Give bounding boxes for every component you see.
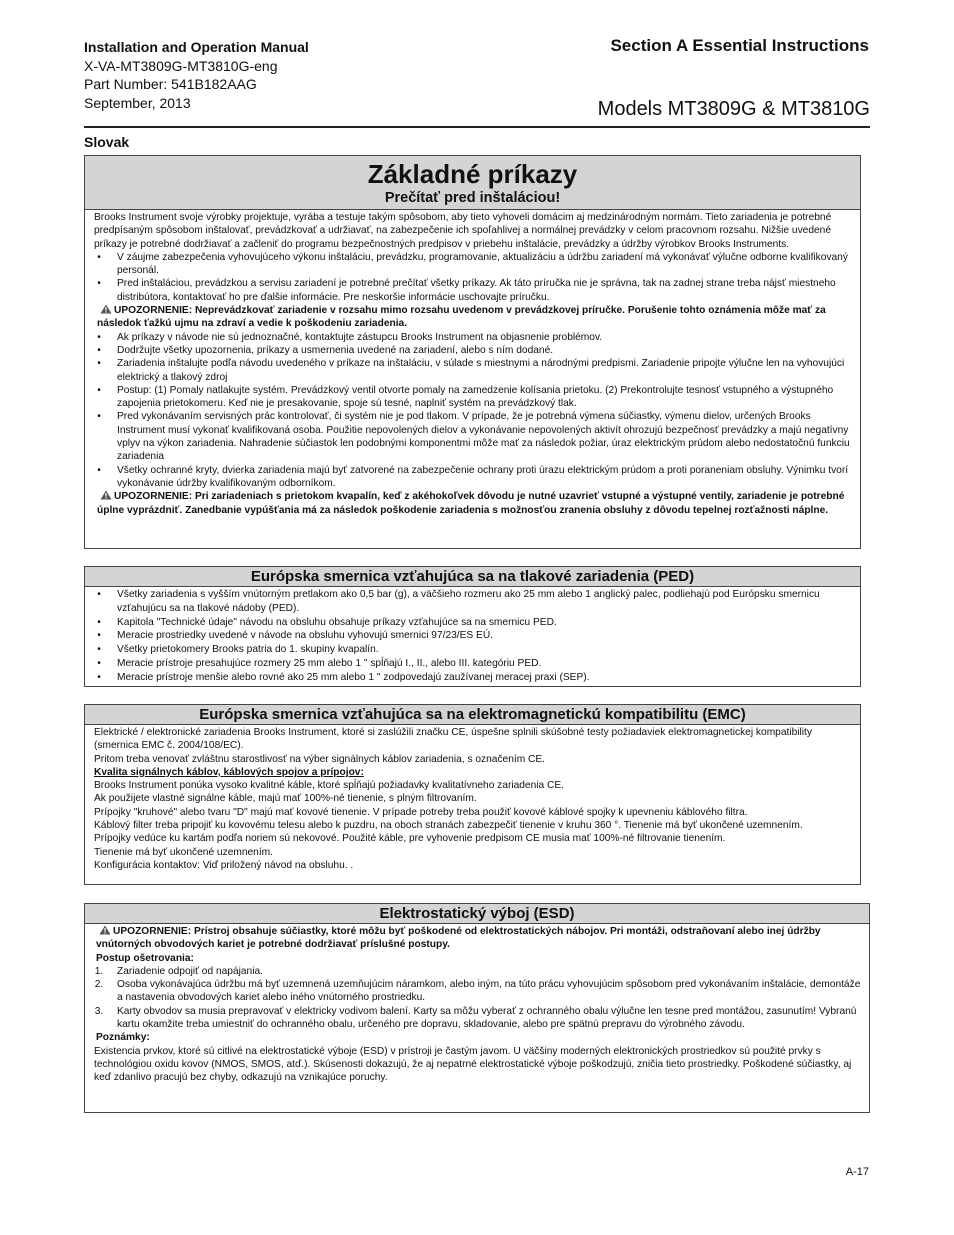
emc-paragraph: Brooks Instrument ponúka vysoko kvalitné káble, ktoré spĺňajú požiadavky kvalitatívneho zariadenia CE.: [94, 780, 565, 792]
emc-paragraph: Ak použijete vlastné signálne káble, majú mať 100%-né tienenie, s plným filtrovaním.: [94, 793, 477, 805]
doc-id: X-VA-MT3809G-MT3810G-eng: [84, 57, 278, 74]
step-number: 1.: [94, 965, 104, 977]
bullet-marker: •: [97, 671, 101, 683]
ped-header: [85, 567, 860, 587]
list-item-text: Pred inštaláciou, prevádzkou a servisu zariadení je potrebné prečítať všetky príkazy. Ak táto príručka nie je správna, tak na zadnej strane treba nájsť miestneho distribútora, kontaktovať ho pre ďalšie informácie. Pre neskoršie informácie uschovajte príručku.: [117, 278, 836, 303]
bullet-marker: •: [97, 278, 101, 290]
warning-triangle-icon: [100, 304, 112, 314]
ped-box: [84, 566, 861, 687]
essential-instructions-subtitle: Prečítať pred inštaláciou!: [384, 190, 561, 206]
bullet-marker: •: [97, 589, 101, 600]
esd-title: Elektrostatický výboj (ESD): [379, 905, 575, 922]
list-item-text: Kapitola "Technické údaje" návodu na obsluhu obsahuje príkazy vzťahujúce sa na smernicu PED.: [117, 616, 557, 628]
list-item: [94, 357, 854, 384]
essential-instructions-box: [84, 155, 861, 549]
list-item-text: Dodržujte všetky upozornenia, príkazy a usmernenia uvedené na zariadení, alebo s ním dodané.: [117, 344, 554, 356]
models-title: Models MT3809G & MT3810G: [597, 98, 870, 120]
warning-notice: [94, 925, 863, 952]
list-item-text: Všetky prietokomery Brooks patria do 1. skupiny kvapalín.: [117, 644, 379, 656]
ped-body: [85, 587, 860, 687]
list-item-text: Meracie prostriedky uvedené v návode na obsluhu vyhovujú smernici 97/23/ES EÚ.: [117, 630, 494, 642]
header-divider: [84, 126, 870, 128]
warning-triangle-icon: [99, 925, 111, 935]
bullet-marker: •: [97, 411, 101, 423]
emc-subheading: Kvalita signálnych káblov, káblových spojov a prípojov:: [94, 766, 364, 778]
part-number: Part Number: 541B182AAG: [84, 76, 257, 92]
notes-label: Poznámky:: [96, 1032, 150, 1044]
warning-text: UPOZORNENIE: Prístroj obsahuje súčiastky, ktoré môžu byť poškodené od elektrostatických nábojov. Pri montáži, odstraňovaní alebo inej údržby vnútorných obvodových kariet je potrebné dodržiavať príslušné postupy.: [96, 926, 821, 951]
warning-triangle-icon: [100, 490, 112, 500]
doc-date: September, 2013: [84, 94, 191, 111]
bullet-marker: •: [97, 657, 101, 669]
list-item-text: Osoba vykonávajúca údržbu má byť uzemnená uzemňujúcim náramkom, alebo iným, na túto prácu vyhovujúcim spôsobom pred vykonávaním inštalácie, demontáže a nastavenia obvodových kariet alebo iného vnútorného prostriedku.: [117, 979, 861, 1004]
list-item: [94, 277, 854, 304]
step-number: 2.: [94, 979, 104, 991]
bullet-marker: •: [97, 331, 101, 343]
list-item-text: Zariadenia inštalujte podľa návodu uvedeného v príkaze na inštaláciu, v súlade s miestnymi a národnými predpismi. Zariadenie pripojte výlučne len na vyhovujúci elektrický a tlakový zdroj: [117, 358, 845, 383]
bullet-marker: •: [97, 344, 101, 356]
list-item-text: Postup: (1) Pomaly natlakujte systém. Prevádzkový ventil otvorte pomaly na zamedzenie kolísania prietoku. (2) Prekontrolujte tesnosť vstupného a výstupného zapojenia prietokomeru. Keď nie je presakovanie, spoje sú tesné, naplniť systém na prevádzkový tlak.: [117, 384, 834, 410]
list-item: [94, 464, 854, 491]
ped-title: Európska smernica vzťahujúca sa na tlakové zariadenia (PED): [250, 568, 695, 585]
emc-body: [85, 725, 860, 874]
notes-paragraph: Existencia prvkov, ktoré sú citlivé na elektrostatické výboje (ESD) v prístroji je častým javom. U väčšiny moderných elektronických prostriedkov sú použité prvky s technológiou oxidu kovov (NMOS, SMOS, atď.). Skúsenosti dokazujú, že aj nepatrné elektrostatické výboje poškodzujú, zničia tieto prostriedky. Poškodené súčiastky, aj keď zdanlivo pracujú bez chyby, odkazujú na vznikajúce poruchy.: [94, 1045, 852, 1084]
list-item: [94, 331, 854, 344]
list-item: [94, 588, 854, 616]
bullet-marker: •: [97, 251, 101, 263]
language-label: Slovak: [84, 134, 130, 150]
list-item: [94, 643, 854, 657]
list-item-text: Karty obvodov sa musia prepravovať v elektricky vodivom balení. Karty sa môžu vyberať z ochranného obalu výlučne len tesne pred montážou, zasunutím! Vybranú kartu okamžite treba umiestniť do ochranného obalu, určeného pre dopravu, skladovanie, alebo pre spätnú prepravu do výrobného závodu.: [117, 1005, 857, 1031]
emc-paragraph: Pritom treba venovať zvláštnu starostlivosť na výber signálnych káblov zariadenia, s označením CE.: [94, 753, 546, 765]
emc-header: [85, 705, 860, 725]
list-item: [94, 1005, 863, 1032]
emc-paragraph: Konfigurácia kontaktov: Viď priložený návod na obsluhu. .: [94, 859, 354, 871]
warning-text: UPOZORNENIE: Neprevádzkovať zariadenie v rozsahu mimo rozsahu uvedenom v prevádzkovej príručke. Porušenie tohto oznámenia môže mať za následok ťažkú ujmu na zdraví a vedie k poškodeniu zariadenia.: [97, 305, 826, 330]
emc-box: [84, 704, 861, 885]
list-item: [94, 410, 854, 463]
bullet-marker: •: [97, 358, 101, 370]
list-item-text: Všetky ochranné kryty, dvierka zariadenia majú byť zatvorené na zabezpečenie ochrany proti úrazu elektrickým prúdom a proti poraneniam obsluhy. Výnimku tvorí vykonávanie údržby kvalifikovaným odborníkom.: [117, 464, 849, 489]
list-item: [94, 384, 854, 411]
procedure-label: Postup ošetrovania:: [96, 952, 194, 964]
list-item-text: Zariadenie odpojiť od napájania.: [117, 965, 263, 977]
essential-instructions-header: [85, 156, 860, 210]
essential-instructions-body: [85, 210, 860, 519]
list-item: [94, 251, 854, 278]
warning-notice: [94, 490, 854, 517]
section-title: Section A Essential Instructions: [610, 36, 869, 55]
list-item: [94, 657, 854, 671]
list-item: [94, 629, 854, 643]
emc-title: Európska smernica vzťahujúca sa na elektromagnetickú kompatibilitu (EMC): [199, 706, 746, 723]
list-item: [94, 616, 854, 630]
step-number: 3.: [94, 1005, 104, 1017]
bullet-marker: •: [97, 616, 101, 628]
list-item-text: Pred vykonávaním servisných prác kontrolovať, či systém nie je pod tlakom. V prípade, že je potrebná výmena súčiastky, výmenu dielov, určených Brooks Instrument musí vykonať kvalifikovaná osoba. Použitie nepovolených dielov a vykonávanie nepovolených aktivít ohrozujú bezpečnosť prevádzky a majú negatívny vplyv na výkon zariadenia. Nahradenie súčiastok len podobnými komponentmi môže mať za následok požiar, úraz elektrickým prúdom alebo nedostatočnú funkciu zariadenia: [117, 411, 850, 463]
emc-paragraph: Káblový filter treba pripojiť ku kovovému telesu alebo k puzdru, na oboch stranách zabezpečiť tienenie v kruhu 360 °. Tienenie má byť ukončené uzemnením.: [94, 820, 803, 832]
document-header-info: [84, 38, 309, 112]
list-item: [94, 965, 863, 978]
emc-paragraph: Elektrické / elektronické zariadenia Brooks Instrument, ktoré si zaslúžili značku CE, úspešne splnili skúšobné testy požiadaviek elektromagnetickej kompatibility (smernica EMC č. 2004/108/EC).: [94, 727, 812, 752]
list-item-text: V záujme zabezpečenia vyhovujúceho výkonu inštaláciu, prevádzku, programovanie, aktualizáciu a údržbu zariadení má vykonávať výlučne odborne kvalifikovaný personál.: [117, 251, 848, 277]
list-item: [94, 344, 854, 357]
esd-body: [85, 924, 869, 1087]
esd-box: [84, 903, 870, 1113]
esd-header: [85, 904, 869, 924]
essential-instructions-title: Základné príkazy: [367, 159, 578, 189]
warning-notice: [94, 304, 854, 331]
list-item-text: Všetky zariadenia s vyšším vnútorným pretlakom ako 0,5 bar (g), a väčšieho rozmeru ako 25 mm alebo 1 anglický palec, podliehajú pod Európsku smernicu vzťahujúcu sa na tlakové nádoby (PED).: [117, 589, 820, 614]
list-item-text: Meracie prístroje menšie alebo rovné ako 25 mm alebo 1 " zodpovedajú zaužívanej meracej praxi (SEP).: [117, 671, 590, 683]
list-item: [94, 978, 863, 1005]
manual-title: Installation and Operation Manual: [84, 39, 309, 55]
warning-text: UPOZORNENIE: Pri zariadeniach s prietokom kvapalín, keď z akéhokoľvek dôvodu je nutné uzavrieť vstupné a výstupné ventily, zariadenie je potrebné úplne vyprázdniť. Zanedbanie vypúšťania má za následok poškodenie zariadenia s možnosťou zranenia obsluhy z dôvodu tepelnej rozťažnosti náplne.: [97, 491, 845, 516]
bullet-marker: •: [97, 644, 101, 656]
emc-paragraph: Prípojky "kruhové" alebo tvaru "D" majú mať kovové tienenie. V prípade potreby treba použiť kovové káblové spojky k upevneniu káblového filtra.: [94, 806, 748, 818]
bullet-marker: •: [97, 464, 101, 476]
list-item-text: Meracie prístroje presahujúce rozmery 25 mm alebo 1 " spĺňajú I., II., alebo III. kategóriu PED.: [117, 657, 542, 669]
emc-paragraph: Tienenie má byť ukončené uzemnením.: [94, 846, 273, 858]
emc-paragraph: Prípojky vedúce ku kartám podľa noriem sú nekovové. Použité káble, pre vyhovenie predpisom CE musia mať 100%-né filtrovanie tienením.: [94, 833, 726, 845]
page-number: A-17: [845, 1166, 869, 1178]
bullet-marker: •: [97, 384, 101, 396]
bullet-marker: •: [97, 630, 101, 642]
list-item: [94, 671, 854, 685]
list-item-text: Ak príkazy v návode nie sú jednoznačné, kontaktujte zástupcu Brooks Instrument na objasnenie problémov.: [117, 331, 603, 343]
intro-paragraph: Brooks Instrument svoje výrobky projektuje, vyrába a testuje takým spôsobom, aby tieto vyhoveli domácim aj medzinárodným normám. Tieto zariadenia je potrebné predpísaným spôsobom inštalovať, prevádzkovať a udržiavať, na zabezpečenie ich spoľahlivej a normálnej prevádzky v celom pracovnom rozsahu. Nižšie uvedené príkazy je potrebné dodržiavať a začleniť do programu bezpečnostných predpisov v priebehu inštalácie, prevádzky a údržby výrobkov Brooks Instruments.: [94, 212, 832, 250]
